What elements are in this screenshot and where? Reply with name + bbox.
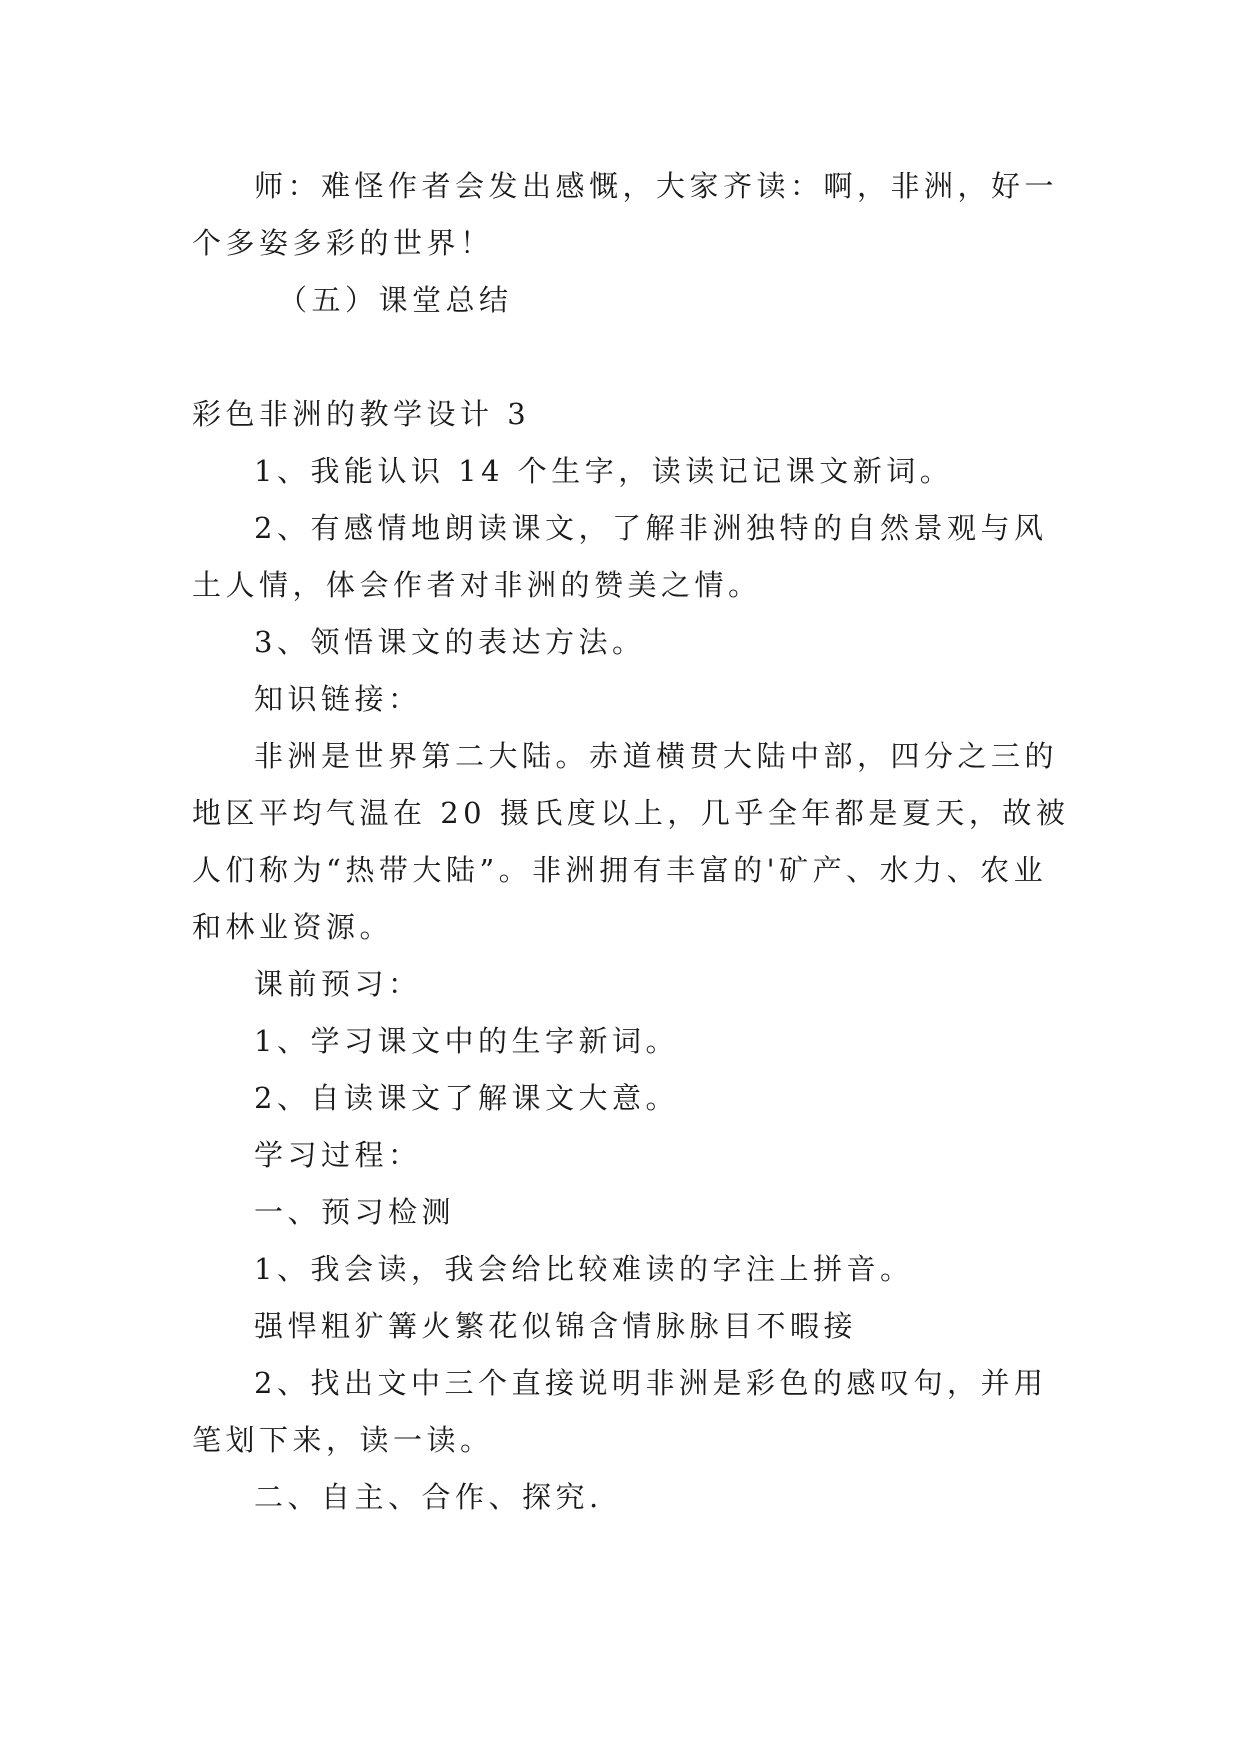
paragraph-line: 笔划下来，读一读。	[192, 1423, 494, 1457]
paragraph-line: 地区平均气温在 20 摄氏度以上，几乎全年都是夏天，故被	[192, 796, 1070, 830]
section-heading: 一、预习检测	[254, 1195, 456, 1229]
paragraph-line: 2、找出文中三个直接说明非洲是彩色的感叹句，并用	[254, 1366, 1048, 1400]
paragraph-line: 师：难怪作者会发出感慨，大家齐读：啊，非洲，好一	[254, 169, 1059, 203]
section-heading: 二、自主、合作、探究.	[254, 1480, 603, 1514]
document-title: 彩色非洲的教学设计 3	[192, 397, 531, 431]
paragraph-line: 强悍粗犷篝火繁花似锦含情脉脉目不暇接	[254, 1309, 858, 1343]
paragraph-line: 人们称为“热带大陆”。非洲拥有丰富的'矿产、水力、农业	[192, 853, 1048, 887]
section-heading: 学习过程：	[254, 1138, 422, 1172]
paragraph-line: 个多姿多彩的世界！	[192, 226, 494, 260]
paragraph-line: 2、自读课文了解课文大意。	[254, 1081, 679, 1115]
paragraph-line: 1、学习课文中的生字新词。	[254, 1024, 679, 1058]
paragraph-line: 3、领悟课文的表达方法。	[254, 625, 646, 659]
paragraph-line: 和林业资源。	[192, 910, 394, 944]
paragraph-line: 非洲是世界第二大陆。赤道横贯大陆中部，四分之三的	[254, 739, 1059, 773]
paragraph-line: 1、我会读，我会给比较难读的字注上拼音。	[254, 1252, 914, 1286]
paragraph-line: 2、有感情地朗读课文，了解非洲独特的自然景观与风	[254, 511, 1048, 545]
paragraph-line: 1、我能认识 14 个生字，读读记记课文新词。	[254, 454, 954, 488]
section-heading: 课前预习：	[254, 967, 422, 1001]
section-heading: 知识链接：	[254, 682, 422, 716]
section-heading: （五）课堂总结	[278, 283, 513, 317]
paragraph-line: 土人情，体会作者对非洲的赞美之情。	[192, 568, 762, 602]
